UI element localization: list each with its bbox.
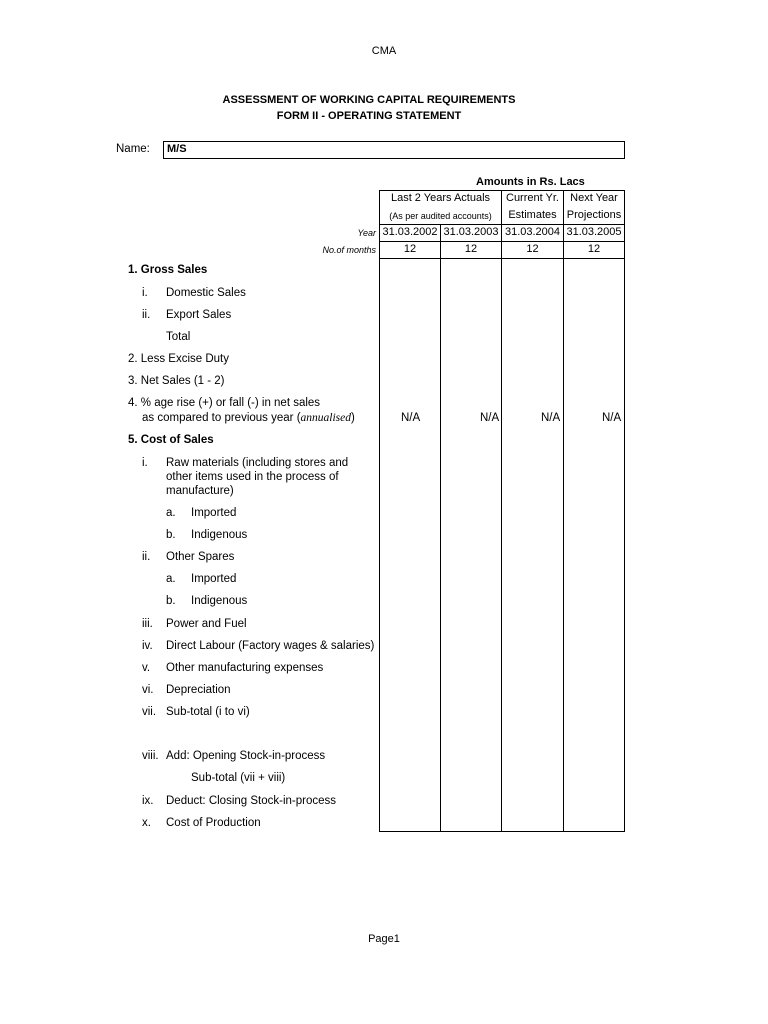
- table-border-top: [379, 190, 625, 191]
- months-label: No.of months: [322, 245, 376, 255]
- na-value: N/A: [541, 412, 561, 424]
- months-cell: 12: [464, 243, 478, 255]
- row-number: a.: [166, 573, 176, 585]
- row-spares-imported: Imported: [191, 573, 237, 585]
- column-divider: [501, 190, 502, 831]
- group-header-note: (As per audited accounts): [389, 211, 492, 221]
- row-number: ii.: [142, 551, 151, 563]
- col-header-current-2: Estimates: [508, 209, 557, 221]
- row-number: a.: [166, 507, 176, 519]
- months-cell: 12: [403, 243, 417, 255]
- months-cell: 12: [526, 243, 539, 255]
- year-cell: 31.03.2002: [382, 226, 438, 238]
- row-excise-duty: 2. Less Excise Duty: [128, 353, 229, 365]
- row-number: ii.: [142, 309, 151, 321]
- age-rise-text: as compared to previous year (: [142, 412, 301, 424]
- section-cost-of-sales: 5. Cost of Sales: [128, 434, 214, 446]
- table-border-bottom: [379, 831, 625, 832]
- row-other-manufacturing: Other manufacturing expenses: [166, 662, 324, 674]
- row-raw-materials-line3: manufacture): [166, 485, 234, 497]
- row-raw-materials-line2: other items used in the process of: [166, 471, 339, 483]
- row-age-rise-line2: [142, 412, 355, 424]
- form-title: FORM II - OPERATING STATEMENT: [276, 110, 462, 122]
- year-cell: 31.03.2004: [504, 226, 561, 238]
- row-number: x.: [142, 817, 151, 829]
- col-header-next-2: Projections: [566, 209, 622, 221]
- months-cell: 12: [587, 243, 601, 255]
- row-number: b.: [166, 529, 176, 541]
- column-divider: [563, 190, 564, 831]
- row-domestic-sales: Domestic Sales: [166, 287, 246, 299]
- row-opening-stock: Add: Opening Stock-in-process: [166, 750, 326, 762]
- row-subtotal-2: Sub-total (vii + viii): [191, 772, 286, 784]
- col-header-next-1: Next Year: [570, 192, 618, 204]
- na-value: N/A: [401, 412, 421, 424]
- table-border-right: [624, 190, 625, 831]
- sheet-header: CMA: [371, 45, 397, 57]
- group-header-actuals: Last 2 Years Actuals: [390, 192, 491, 204]
- section-gross-sales: 1. Gross Sales: [128, 264, 208, 276]
- row-raw-indigenous: Indigenous: [191, 529, 248, 541]
- amounts-title: Amounts in Rs. Lacs: [476, 176, 585, 188]
- document-title: ASSESSMENT OF WORKING CAPITAL REQUIREMENTS: [222, 94, 516, 106]
- row-number: ix.: [142, 795, 154, 807]
- row-number: b.: [166, 595, 176, 607]
- na-value: N/A: [480, 412, 500, 424]
- row-divider: [379, 224, 625, 225]
- row-age-rise: 4. % age rise (+) or fall (-) in net sales: [128, 397, 321, 409]
- na-value: N/A: [602, 412, 622, 424]
- row-number: viii.: [142, 750, 159, 762]
- row-depreciation: Depreciation: [166, 684, 231, 696]
- row-export-sales: Export Sales: [166, 309, 232, 321]
- year-label: Year: [357, 228, 376, 238]
- row-direct-labour: Direct Labour (Factory wages & salaries): [166, 640, 375, 652]
- year-cell: 31.03.2003: [443, 226, 499, 238]
- row-number: iv.: [142, 640, 153, 652]
- row-number: vii.: [142, 706, 157, 718]
- row-other-spares: Other Spares: [166, 551, 235, 563]
- row-power-fuel: Power and Fuel: [166, 618, 247, 630]
- row-net-sales: 3. Net Sales (1 - 2): [128, 375, 225, 387]
- row-subtotal: Sub-total (i to vi): [166, 706, 250, 718]
- row-closing-stock: Deduct: Closing Stock-in-process: [166, 795, 337, 807]
- col-header-current-1: Current Yr.: [506, 192, 559, 204]
- row-total: Total: [166, 331, 191, 343]
- row-raw-materials: Raw materials (including stores and: [166, 457, 349, 469]
- year-cell: 31.03.2005: [566, 226, 622, 238]
- row-number: v.: [142, 662, 151, 674]
- row-number: iii.: [142, 618, 153, 630]
- name-label: Name:: [116, 143, 150, 155]
- row-number: i.: [142, 457, 148, 469]
- row-number: i.: [142, 287, 148, 299]
- row-divider: [379, 258, 625, 259]
- row-raw-imported: Imported: [191, 507, 237, 519]
- page-footer: Page1: [368, 933, 400, 945]
- row-number: vi.: [142, 684, 154, 696]
- table-border-left: [379, 190, 380, 831]
- age-rise-close: ): [351, 412, 355, 424]
- name-value: M/S: [167, 143, 187, 155]
- name-field[interactable]: [163, 141, 625, 159]
- annualised-text: annualised: [300, 412, 352, 424]
- column-divider: [440, 224, 441, 831]
- row-divider: [379, 241, 625, 242]
- row-spares-indigenous: Indigenous: [191, 595, 248, 607]
- row-cost-of-production: Cost of Production: [166, 817, 261, 829]
